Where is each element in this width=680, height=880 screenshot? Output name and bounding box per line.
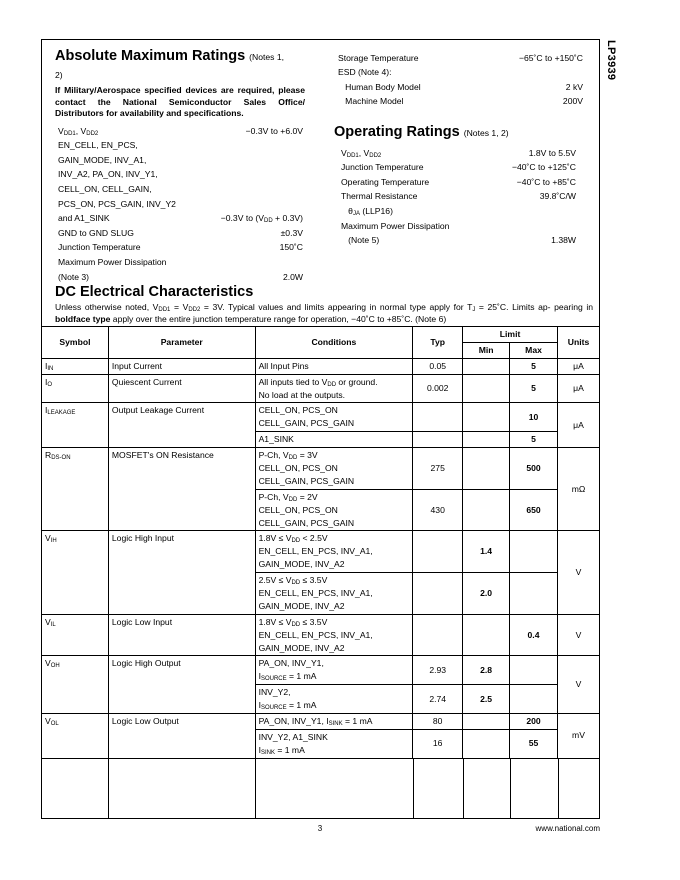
- abs-max-row: [58, 182, 303, 197]
- op-rating-label: Thermal Resistance: [341, 191, 418, 202]
- op-rating-label: $V_{DD1}$, $V_{DD2}$: [341, 147, 382, 159]
- abs-max-right-value: −65˚C to +150˚C: [518, 52, 583, 63]
- conditions-cell: PA_ON, INV_Y1, $I_{SOURCE} = 1$ mA: [255, 656, 413, 685]
- typ-cell: [413, 614, 463, 656]
- abs-max-label: Junction Temperature: [58, 242, 141, 253]
- typ-cell: 275: [413, 448, 463, 490]
- op-rating-label: Junction Temperature: [341, 162, 424, 173]
- abs-max-title: Absolute Maximum Ratings (Notes 1,: [55, 48, 285, 64]
- conditions-cell: PA_ON, INV_Y1, $I_{SINK} = 1$ mA: [255, 714, 413, 730]
- op-rating-label: $\theta_{JA}$ (LLP16): [341, 206, 393, 218]
- column-divider: [255, 759, 256, 819]
- parameter-cell: MOSFET's ON Resistance: [108, 448, 255, 531]
- abs-max-rows: [58, 124, 303, 285]
- abs-max-notes: 2): [55, 69, 63, 80]
- header-typ: Typ: [413, 327, 463, 359]
- abs-max-row: [58, 241, 303, 256]
- op-rating-row: [341, 204, 576, 219]
- abs-max-row: [58, 226, 303, 241]
- parameter-cell: Logic High Input: [108, 531, 255, 614]
- max-cell: 5: [510, 358, 558, 374]
- units-cell: V: [557, 656, 599, 714]
- max-cell: [510, 531, 558, 573]
- typ-cell: [413, 432, 463, 448]
- header-min: Min: [463, 342, 510, 358]
- parameter-cell: Quiescent Current: [108, 374, 255, 403]
- abs-max-label: CELL_ON, CELL_GAIN,: [58, 184, 152, 195]
- max-cell: [510, 685, 558, 714]
- abs-max-row: [58, 153, 303, 168]
- symbol-cell: $V_{IL}$: [42, 614, 109, 656]
- parameter-cell: Logic Low Input: [108, 614, 255, 656]
- table-row: [42, 403, 600, 432]
- op-rating-row: [341, 219, 576, 234]
- max-cell: 650: [510, 489, 558, 531]
- dc-table: [41, 326, 600, 759]
- header-symbol: Symbol: [42, 327, 109, 359]
- parameter-cell: Input Current: [108, 358, 255, 374]
- column-divider: [510, 759, 511, 819]
- typ-cell: 80: [413, 714, 463, 730]
- min-cell: [463, 358, 510, 374]
- min-cell: [463, 432, 510, 448]
- column-divider: [463, 759, 464, 819]
- units-cell: mΩ: [557, 448, 599, 531]
- op-rating-label: Operating Temperature: [341, 176, 430, 187]
- column-divider: [108, 759, 109, 819]
- conditions-cell: A1_SINK: [255, 432, 413, 448]
- symbol-cell: $V_{OL}$: [42, 714, 109, 759]
- typ-cell: 16: [413, 729, 463, 758]
- conditions-cell: All inputs tied to $V_{DD}$ or ground. No load at the outputs.: [255, 374, 413, 403]
- abs-max-label: Maximum Power Dissipation: [58, 257, 167, 268]
- units-cell: μA: [557, 374, 599, 403]
- typ-cell: 2.93: [413, 656, 463, 685]
- abs-max-row: [58, 124, 303, 139]
- header-max: Max: [510, 342, 558, 358]
- max-cell: 200: [510, 714, 558, 730]
- typ-cell: [413, 531, 463, 573]
- abs-max-right-row: [338, 80, 583, 95]
- min-cell: 1.4: [463, 531, 510, 573]
- conditions-cell: $1.8V \le V_{DD} < 2.5V$ EN_CELL, EN_PCS, INV_A1, GAIN_MODE, INV_A2: [255, 531, 413, 573]
- min-cell: [463, 489, 510, 531]
- typ-cell: [413, 573, 463, 615]
- min-cell: [463, 403, 510, 432]
- side-title: LP3939: [605, 40, 617, 81]
- min-cell: 2.0: [463, 573, 510, 615]
- op-rating-row: [341, 146, 576, 161]
- footer-url: www.national.com: [535, 824, 600, 833]
- table-row: [42, 531, 600, 573]
- abs-max-row: [58, 255, 303, 270]
- abs-max-right-row: [338, 66, 583, 81]
- table-row: [42, 614, 600, 656]
- min-cell: [463, 374, 510, 403]
- symbol-cell: $I_{LEAKAGE}$: [42, 403, 109, 448]
- conditions-cell: $1.8V \le V_{DD} \le 3.5V$ EN_CELL, EN_PCS, INV_A1, GAIN_MODE, INV_A2: [255, 614, 413, 656]
- abs-max-right-row: [338, 95, 583, 110]
- max-cell: 10: [510, 403, 558, 432]
- header-units: Units: [557, 327, 599, 359]
- max-cell: 500: [510, 448, 558, 490]
- typ-cell: 0.05: [413, 358, 463, 374]
- abs-max-section: [55, 47, 305, 120]
- parameter-cell: Logic Low Output: [108, 714, 255, 759]
- abs-max-label: GAIN_MODE, INV_A1,: [58, 154, 147, 165]
- header-limit: Limit: [463, 327, 558, 343]
- op-rating-value: −40˚C to +125˚C: [511, 162, 576, 173]
- typ-cell: 2.74: [413, 685, 463, 714]
- conditions-cell: INV_Y2, $I_{SOURCE} = 1$ mA: [255, 685, 413, 714]
- op-ratings-rows: [341, 146, 576, 248]
- typ-cell: 430: [413, 489, 463, 531]
- abs-max-right-label: Human Body Model: [338, 81, 421, 92]
- op-rating-row: [341, 175, 576, 190]
- parameter-cell: Logic High Output: [108, 656, 255, 714]
- conditions-cell: All Input Pins: [255, 358, 413, 374]
- op-ratings-title: Operating Ratings (Notes 1, 2): [334, 124, 509, 140]
- min-cell: [463, 714, 510, 730]
- conditions-cell: CELL_ON, PCS_ON CELL_GAIN, PCS_GAIN: [255, 403, 413, 432]
- table-row: [42, 374, 600, 403]
- column-divider: [413, 759, 414, 819]
- parameter-cell: Output Leakage Current: [108, 403, 255, 448]
- abs-max-right-label: Storage Temperature: [338, 52, 419, 63]
- table-row: [42, 714, 600, 730]
- abs-max-value: 2.0W: [282, 271, 303, 282]
- abs-max-label: PCS_ON, PCS_GAIN, INV_Y2: [58, 198, 176, 209]
- dc-intro: Unless otherwise noted, $V_{DD1} = V_{DD2} = 3V$. Typical values and limits appearing in normal type apply for $T_J$ = 25˚C. Limits ap- pearing in boldface type apply over the entire junction temperature range for operation, −40˚C to +85˚C. (Note 6): [55, 302, 594, 324]
- abs-max-value: ±0.3V: [280, 227, 303, 238]
- op-rating-row: [341, 234, 576, 249]
- symbol-cell: $V_{OH}$: [42, 656, 109, 714]
- abs-max-right-rows: [338, 51, 583, 109]
- max-cell: [510, 573, 558, 615]
- abs-max-label: $V_{DD1}$, $V_{DD2}$: [58, 125, 99, 137]
- symbol-cell: $V_{IH}$: [42, 531, 109, 614]
- conditions-cell: P-Ch, $V_{DD} = 2V$ CELL_ON, PCS_ON CELL_GAIN, PCS_GAIN: [255, 489, 413, 531]
- abs-max-warning: If Military/Aerospace specified devices are required, please contact the National Semiconductor Sales Office/ Distributors for availability and specifications.: [55, 85, 305, 119]
- conditions-cell: INV_Y2, A1_SINK $I_{SINK} = 1$ mA: [255, 729, 413, 758]
- abs-max-value: −0.3V to $(V_{DD} + 0.3V)$: [220, 213, 303, 225]
- min-cell: [463, 448, 510, 490]
- units-cell: μA: [557, 358, 599, 374]
- abs-max-row: [58, 168, 303, 183]
- units-cell: V: [557, 531, 599, 614]
- abs-max-label: INV_A2, PA_ON, INV_Y1,: [58, 169, 158, 180]
- max-cell: 5: [510, 432, 558, 448]
- table-row: [42, 448, 600, 490]
- op-rating-row: [341, 161, 576, 176]
- abs-max-row: [58, 139, 303, 154]
- max-cell: [510, 656, 558, 685]
- min-cell: [463, 614, 510, 656]
- max-cell: 5: [510, 374, 558, 403]
- op-rating-label: Maximum Power Dissipation: [341, 220, 450, 231]
- abs-max-value: −0.3V to +6.0V: [245, 125, 303, 136]
- symbol-cell: $R_{DS-ON}$: [42, 448, 109, 531]
- abs-max-right-value: 2 kV: [565, 81, 583, 92]
- units-cell: μA: [557, 403, 599, 448]
- min-cell: 2.5: [463, 685, 510, 714]
- min-cell: [463, 729, 510, 758]
- conditions-cell: P-Ch, $V_{DD} = 3V$ CELL_ON, PCS_ON CELL_GAIN, PCS_GAIN: [255, 448, 413, 490]
- op-rating-value: 1.38W: [551, 235, 576, 246]
- units-cell: V: [557, 614, 599, 656]
- abs-max-right-value: 200V: [562, 96, 583, 107]
- abs-max-row: [58, 212, 303, 227]
- max-cell: 0.4: [510, 614, 558, 656]
- abs-max-label: and A1_SINK: [58, 213, 110, 224]
- abs-max-right-label: Machine Model: [338, 96, 404, 107]
- max-cell: 55: [510, 729, 558, 758]
- abs-max-label: (Note 3): [58, 271, 90, 282]
- table-row: [42, 358, 600, 374]
- abs-max-label: GND to GND SLUG: [58, 227, 134, 238]
- abs-max-right-row: [338, 51, 583, 66]
- op-rating-value: 1.8V to 5.5V: [528, 147, 576, 158]
- abs-max-value: 150˚C: [279, 242, 303, 253]
- column-divider: [558, 759, 559, 819]
- typ-cell: [413, 403, 463, 432]
- typ-cell: 0.002: [413, 374, 463, 403]
- abs-max-right-label: ESD (Note 4):: [338, 67, 392, 78]
- symbol-cell: $I_O$: [42, 374, 109, 403]
- op-rating-value: 39.8˚C/W: [539, 191, 576, 202]
- op-rating-row: [341, 190, 576, 205]
- min-cell: 2.8: [463, 656, 510, 685]
- symbol-cell: $I_{IN}$: [42, 358, 109, 374]
- abs-max-row: [58, 197, 303, 212]
- table-header-row: [42, 327, 600, 343]
- table-row: [42, 656, 600, 685]
- conditions-cell: $2.5V \le V_{DD} \le 3.5V$ EN_CELL, EN_PCS, INV_A1, GAIN_MODE, INV_A2: [255, 573, 413, 615]
- op-rating-label: (Note 5): [341, 235, 380, 246]
- page-number: 3: [317, 824, 323, 833]
- abs-max-label: EN_CELL, EN_PCS,: [58, 140, 138, 151]
- units-cell: mV: [557, 714, 599, 759]
- op-rating-value: −40˚C to +85˚C: [516, 176, 576, 187]
- dc-title: DC Electrical Characteristics: [55, 284, 254, 300]
- header-conditions: Conditions: [255, 327, 413, 359]
- header-parameter: Parameter: [108, 327, 255, 359]
